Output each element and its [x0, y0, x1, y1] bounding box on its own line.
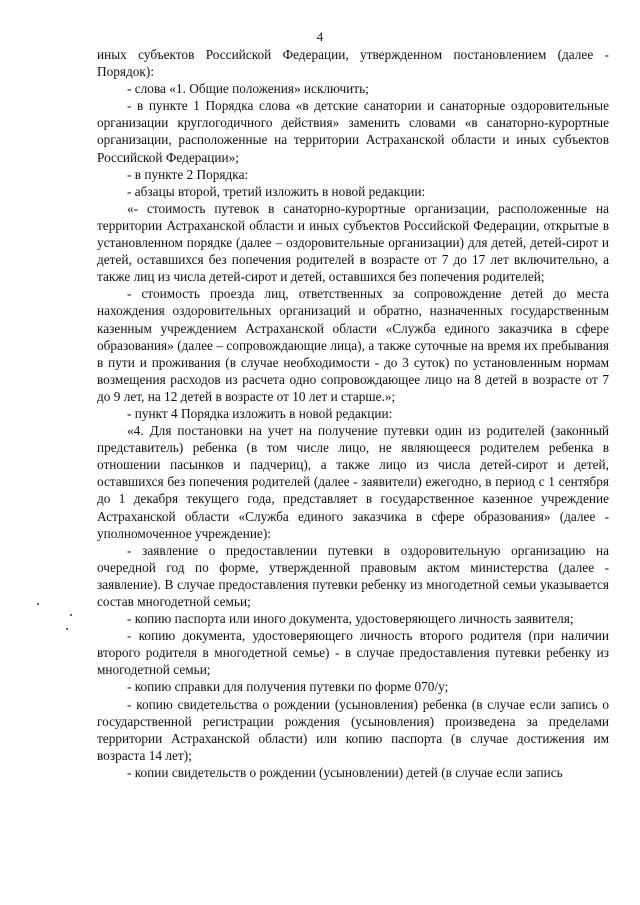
- paragraph-birth-certificate: - копию свидетельства о рождении (усыновления) ребенка (в случае если запись о государственной регистрации рождения (усыновления) произведена за пределами территории Астраханской области) или копию паспорта (в случае достижения им возраста 14 лет);: [97, 696, 609, 763]
- paragraph-second-parent-document: - копию документа, удостоверяющего личность второго родителя (при наличии второго родителя в многодетной семье) - в случае предоставления путевки ребенку из многодетной семьи;: [97, 628, 609, 678]
- paragraph-intro-continuation: иных субъектов Российской Федерации, утвержденном постановлением (далее - Порядок):: [97, 47, 609, 80]
- paragraph-application: - заявление о предоставлении путевки в оздоровительную организацию на очередной год по форме, утвержденной правовым актом министерства (далее - заявление). В случае предоставления путевки ребенку из многодетной семьи указывается состав многодетной семьи;: [97, 542, 609, 609]
- scan-speck: [37, 603, 39, 605]
- paragraph-delete-general-provisions: - слова «1. Общие положения» исключить;: [127, 81, 369, 97]
- paragraph-point-2-header: - в пункте 2 Порядка:: [127, 166, 249, 182]
- paragraph-travel-cost: - стоимость проезда лиц, ответственных за сопровождение детей до места нахождения оздоровительных организаций и обратно, назначенных государственным казенным учреждением Астраханской области «Служба единого заказчика в сфере образования» (далее – сопровождающие лица), а также суточные на время их пребывания в пути и проживания (в случае необходимости - до 3 суток) по установленным нормам возмещения расходов из расчета одно сопровождающее лицо на 8 детей в возрасте от 7 до 9 лет, на 12 детей в возрасте от 10 лет и старше.»;: [97, 286, 609, 404]
- document-body: [97, 46, 609, 781]
- paragraph-birth-certificates-children: - копии свидетельств о рождении (усыновлении) детей (в случае если запись: [127, 764, 563, 780]
- paragraph-point-1-amendment: - в пункте 1 Порядка слова «в детские санатории и санаторные оздоровительные организации круглогодичного действия» заменить словами «в санаторно-курортные организации, расположенные на территории Астраханской области и иных субъектов Российской Федерации»;: [97, 98, 609, 165]
- paragraph-medical-certificate: - копию справки для получения путевки по форме 070/у;: [127, 679, 449, 695]
- page-number: 4: [316, 29, 324, 44]
- paragraph-cost-of-vouchers: «- стоимость путевок в санаторно-курортные организации, расположенные на территории Астраханской области и иных субъектов Российской Федерации, открытые в установленном порядке (далее – оздоровительные организации) для детей, детей-сирот и детей, оставшихся без попечения родителей в возрасте от 7 до 17 лет включительно, а также лиц из числа детей-сирот и детей, оставшихся без попечения родителей;: [97, 200, 609, 285]
- paragraph-point-4-header: - пункт 4 Порядка изложить в новой редакции:: [127, 405, 393, 421]
- paragraph-abzats-new-edition: - абзацы второй, третий изложить в новой редакции:: [127, 183, 426, 199]
- scan-speck: [70, 614, 72, 616]
- paragraph-point-4-text: «4. Для постановки на учет на получение путевки один из родителей (законный представитель) ребенка (в том числе лицо, не являющееся родителем ребенка в отношении пасынков и падчериц), а также лицо из числа детей-сирот и детей, оставшихся без попечения родителей (далее - заявители) ежегодно, в период с 1 сентября до 1 декабря текущего года, представляет в государственное казенное учреждение Астраханской области «Служба единого заказчика в сфере образования» (далее - уполномоченное учреждение):: [97, 423, 609, 541]
- paragraph-passport-copy: - копию паспорта или иного документа, удостоверяющего личность заявителя;: [127, 611, 574, 627]
- scan-speck: [66, 628, 68, 630]
